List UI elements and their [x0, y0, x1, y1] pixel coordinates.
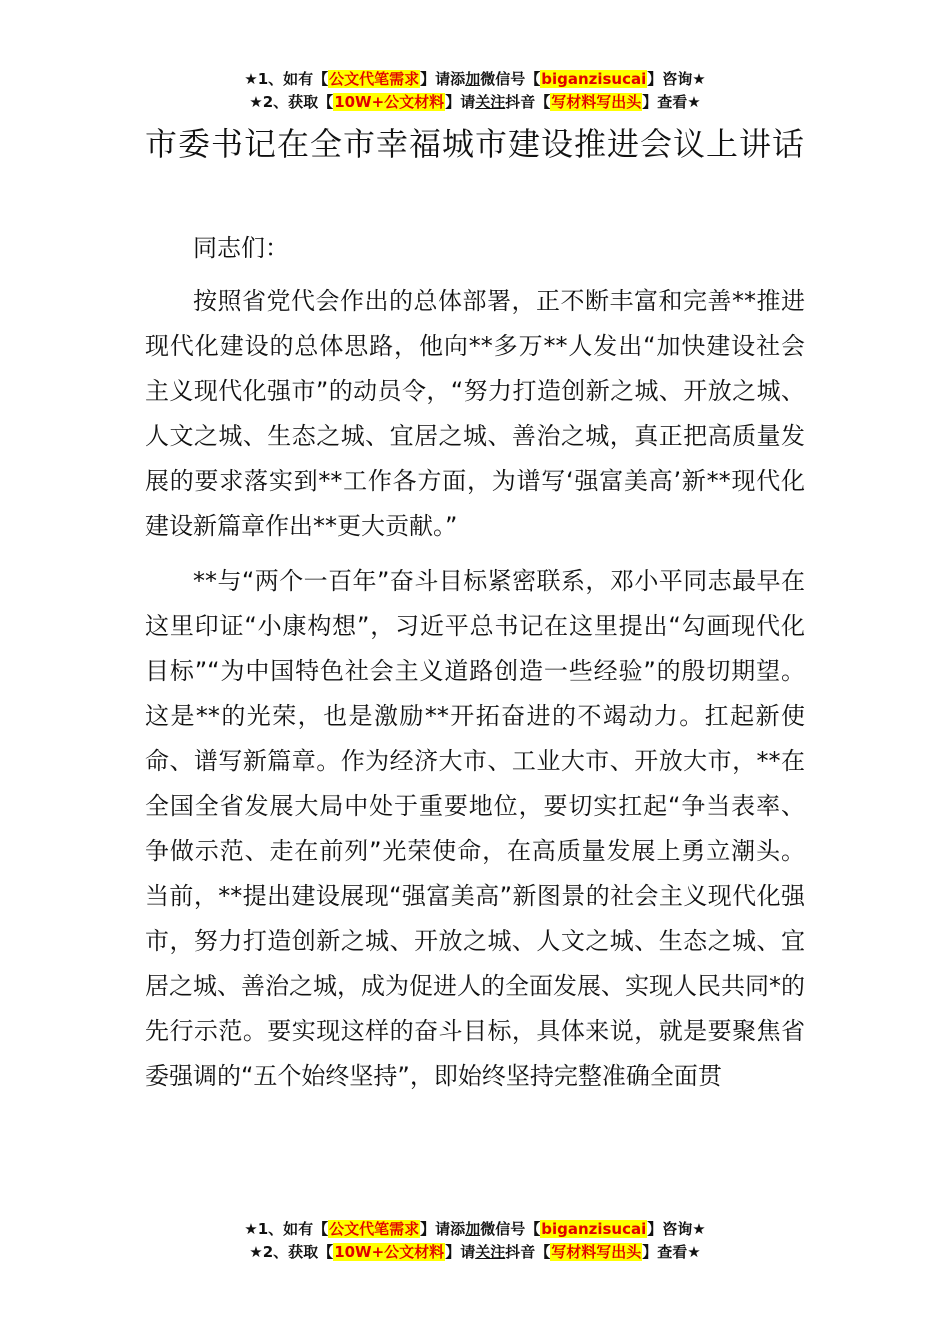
- banner-underlined-text: 加: [465, 70, 481, 88]
- banner-text: 】咨询★: [647, 70, 706, 88]
- body-paragraph: 按照省党代会作出的总体部署，正不断丰富和完善**推进现代化建设的总体思路，他向**多万**人发出“加快建设社会主义现代化强市”的动员令，“努力打造创新之城、开放之城、人文之城、生态之城、宜居之城、善治之城，真正把高质量发展的要求落实到**工作各方面，为谱写‘强富美高’新**现代化建设新篇章作出**更大贡献。”: [145, 287, 805, 540]
- banner-underlined-text: 关注: [475, 1243, 506, 1261]
- banner-text: ★1、如有【: [244, 1220, 329, 1238]
- banner-text: 微信号【: [480, 1220, 541, 1238]
- banner-line-1: [0, 1218, 950, 1241]
- document-body: [145, 226, 805, 1099]
- banner-text: 】请添: [420, 1220, 466, 1238]
- banner-text: 抖音【: [505, 93, 551, 111]
- banner-text: 】咨询★: [647, 1220, 706, 1238]
- banner-wechat-id: biganzisucai: [541, 1220, 647, 1238]
- banner-underlined-text: 关注: [475, 93, 506, 111]
- banner-highlight: 公文代笔需求: [329, 1220, 420, 1238]
- banner-text: 抖音【: [505, 1243, 551, 1261]
- banner-underlined-text: 加: [465, 1220, 481, 1238]
- banner-line-2: [0, 91, 950, 114]
- banner-text: 】请添: [420, 70, 466, 88]
- body-paragraph: **与“两个一百年”奋斗目标紧密联系，邓小平同志最早在这里印证“小康构想”，习近平总书记在这里提出“勾画现代化目标”“为中国特色社会主义道路创造一些经验”的殷切期望。这是**的光荣，也是激励**开拓奋进的不竭动力。扛起新使命、谱写新篇章。作为经济大市、工业大市、开放大市，**在全国全省发展大局中处于重要地位，要切实扛起“争当表率、争做示范、走在前列”光荣使命，在高质量发展上勇立潮头。当前，**提出建设展现“强富美高”新图景的社会主义现代化强市，努力打造创新之城、开放之城、人文之城、生态之城、宜居之城、善治之城，成为促进人的全面发展、实现人民共同*的先行示范。要实现这样的奋斗目标，具体来说，就是要聚焦省委强调的“五个始终坚持”，即始终坚持完整准确全面贯: [145, 567, 805, 1090]
- footer-banner: [0, 1218, 950, 1264]
- banner-highlight: 10W+公文材料: [334, 93, 445, 111]
- banner-highlight: 10W+公文材料: [334, 1243, 445, 1261]
- document-title: 市委书记在全市幸福城市建设推进会议上讲话: [145, 125, 806, 163]
- banner-text: ★2、获取【: [249, 93, 334, 111]
- banner-text: ★1、如有【: [244, 70, 329, 88]
- banner-douyin-account: 写材料写出头: [551, 93, 642, 111]
- banner-text: 】查看★: [642, 93, 701, 111]
- banner-highlight: 公文代笔需求: [329, 70, 420, 88]
- banner-wechat-id: biganzisucai: [541, 70, 647, 88]
- banner-line-2: [0, 1241, 950, 1264]
- banner-text: ★2、获取【: [249, 1243, 334, 1261]
- banner-line-1: [0, 68, 950, 91]
- banner-text: 】请: [445, 93, 476, 111]
- banner-text: 】查看★: [642, 1243, 701, 1261]
- banner-text: 】请: [445, 1243, 476, 1261]
- header-banner: [0, 68, 950, 114]
- banner-text: 微信号【: [480, 70, 541, 88]
- banner-douyin-account: 写材料写出头: [551, 1243, 642, 1261]
- salutation: 同志们：: [193, 234, 289, 262]
